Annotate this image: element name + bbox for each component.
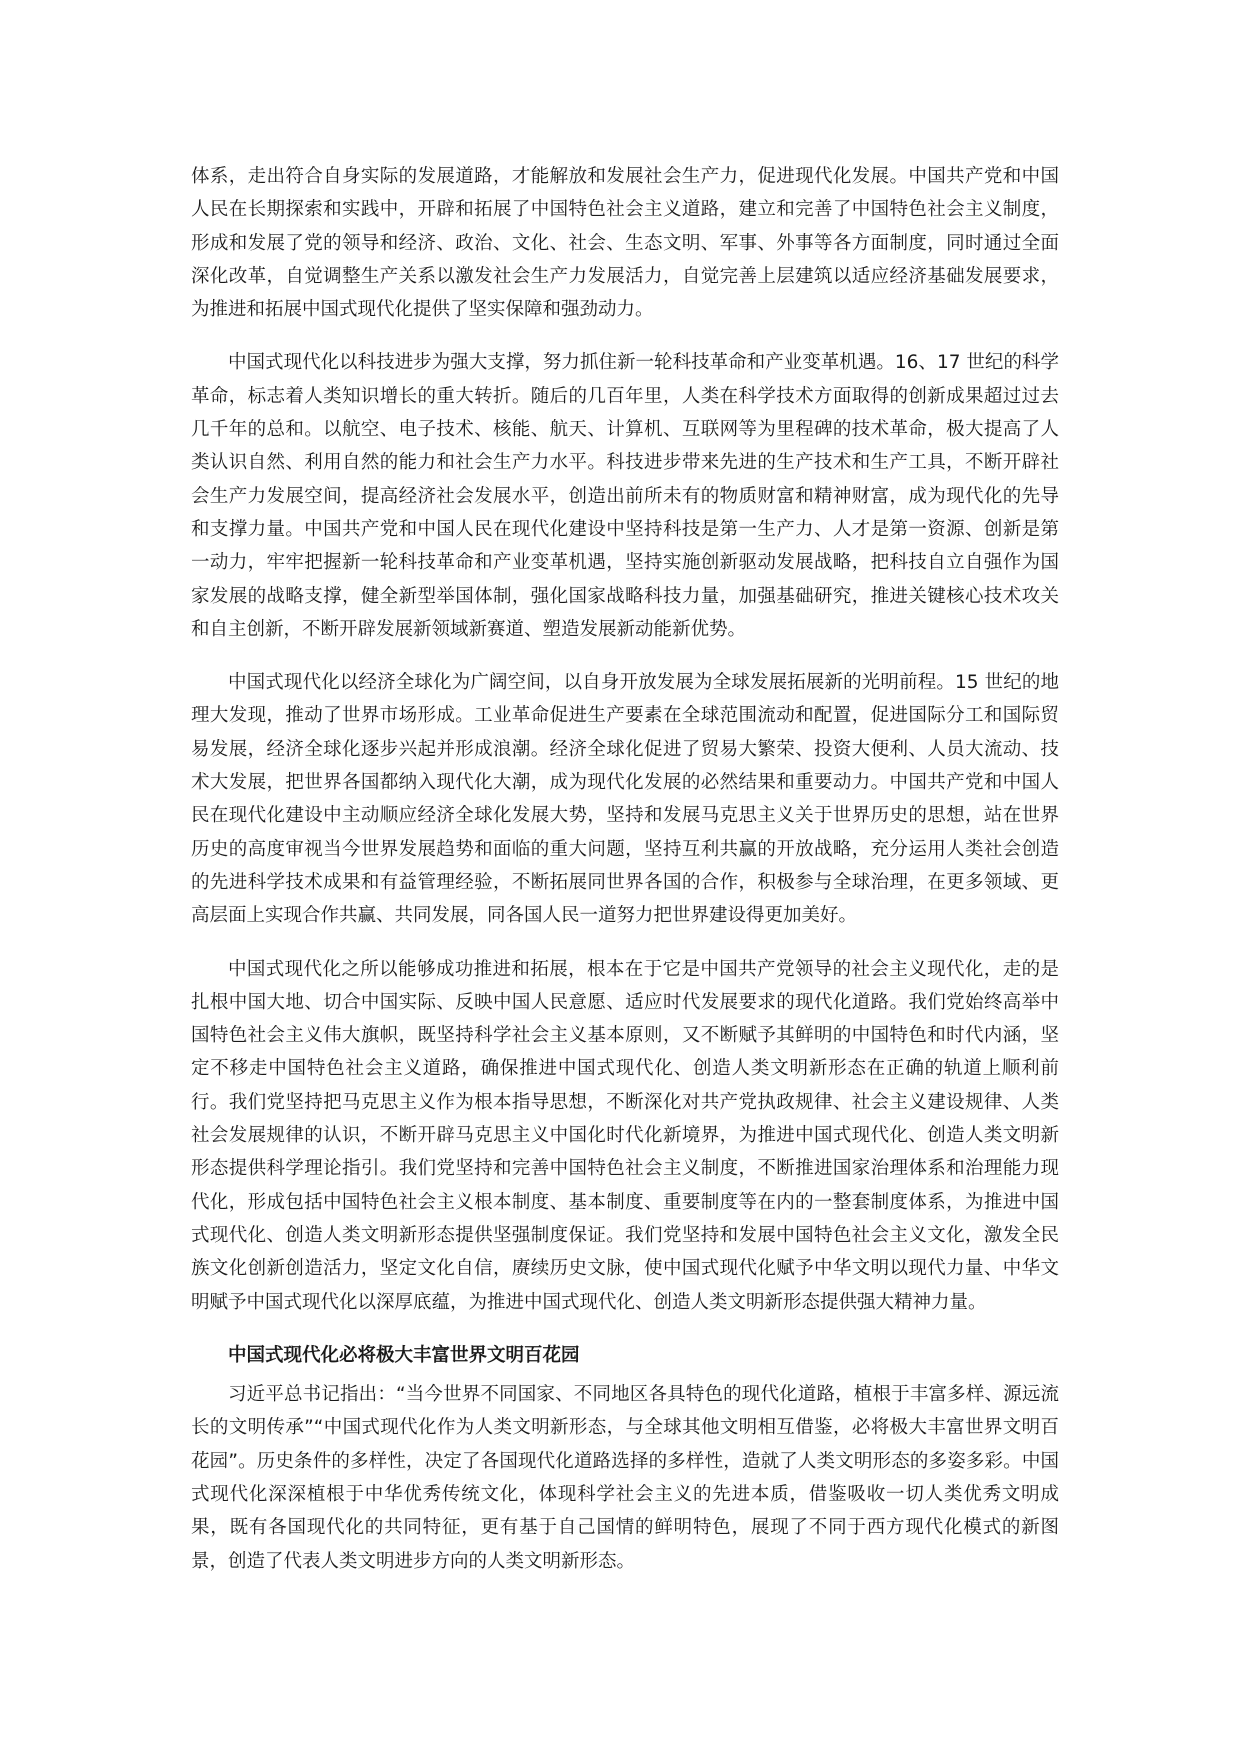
- paragraph-1: 体系，走出符合自身实际的发展道路，才能解放和发展社会生产力，促进现代化发展。中国共产党和中国人民在长期探索和实践中，开辟和拓展了中国特色社会主义道路，建立和完善了中国特色社会主义制度，形成和发展了党的领导和经济、政治、文化、社会、生态文明、军事、外事等各方面制度，同时通过全面深化改革，自觉调整生产关系以激发社会生产力发展活力，自觉完善上层建筑以适应经济基础发展要求，为推进和拓展中国式现代化提供了坚实保障和强劲动力。: [191, 166, 1059, 321]
- paragraph-4: 中国式现代化之所以能够成功推进和拓展，根本在于它是中国共产党领导的社会主义现代化，走的是扎根中国大地、切合中国实际、反映中国人民意愿、适应时代发展要求的现代化道路。我们党始终高举中国特色社会主义伟大旗帜，既坚持科学社会主义基本原则，又不断赋予其鲜明的中国特色和时代内涵，坚定不移走中国特色社会主义道路，确保推进中国式现代化、创造人类文明新形态在正确的轨道上顺利前行。我们党坚持把马克思主义作为根本指导思想，不断深化对共产党执政规律、社会主义建设规律、人类社会发展规律的认识，不断开辟马克思主义中国化时代化新境界，为推进中国式现代化、创造人类文明新形态提供科学理论指引。我们党坚持和完善中国特色社会主义制度，不断推进国家治理体系和治理能力现代化，形成包括中国特色社会主义根本制度、基本制度、重要制度等在内的一整套制度体系，为推进中国式现代化、创造人类文明新形态提供坚强制度保证。我们党坚持和发展中国特色社会主义文化，激发全民族文化创新创造活力，坚定文化自信，赓续历史文脉，使中国式现代化赋予中华文明以现代力量、中华文明赋予中国式现代化以深厚底蕴，为推进中国式现代化、创造人类文明新形态提供强大精神力量。: [191, 958, 1059, 1313]
- document-page: [191, 160, 1059, 1598]
- section-heading: 中国式现代化必将极大丰富世界文明百花园: [228, 1344, 580, 1366]
- paragraph-3: 中国式现代化以经济全球化为广阔空间，以自身开放发展为全球发展拓展新的光明前程。15 世纪的地理大发现，推动了世界市场形成。工业革命促进生产要素在全球范围流动和配置，促进国际分工和国际贸易发展，经济全球化逐步兴起并形成浪潮。经济全球化促进了贸易大繁荣、投资大便利、人员大流动、技术大发展，把世界各国都纳入现代化大潮，成为现代化发展的必然结果和重要动力。中国共产党和中国人民在现代化建设中主动顺应经济全球化发展大势，坚持和发展马克思主义关于世界历史的思想，站在世界历史的高度审视当今世界发展趋势和面临的重大问题，坚持互利共赢的开放战略，充分运用人类社会创造的先进科学技术成果和有益管理经验，不断拓展同世界各国的合作，积极参与全球治理，在更多领域、更高层面上实现合作共赢、共同发展，同各国人民一道努力把世界建设得更加美好。: [191, 672, 1059, 927]
- paragraph-5: 习近平总书记指出：“当今世界不同国家、不同地区各具特色的现代化道路，植根于丰富多样、源远流长的文明传承”“中国式现代化作为人类文明新形态，与全球其他文明相互借鉴，必将极大丰富世界文明百花园”。历史条件的多样性，决定了各国现代化道路选择的多样性，造就了人类文明形态的多姿多彩。中国式现代化深深植根于中华优秀传统文化，体现科学社会主义的先进本质，借鉴吸收一切人类优秀文明成果，既有各国现代化的共同特征，更有基于自己国情的鲜明特色，展现了不同于西方现代化模式的新图景，创造了代表人类文明进步方向的人类文明新形态。: [191, 1384, 1059, 1572]
- paragraph-2: 中国式现代化以科技进步为强大支撑，努力抓住新一轮科技革命和产业变革机遇。16、17 世纪的科学革命，标志着人类知识增长的重大转折。随后的几百年里，人类在科学技术方面取得的创新成果超过过去几千年的总和。以航空、电子技术、核能、航天、计算机、互联网等为里程碑的技术革命，极大提高了人类认识自然、利用自然的能力和社会生产力水平。科技进步带来先进的生产技术和生产工具，不断开辟社会生产力发展空间，提高经济社会发展水平，创造出前所未有的物质财富和精神财富，成为现代化的先导和支撑力量。中国共产党和中国人民在现代化建设中坚持科技是第一生产力、人才是第一资源、创新是第一动力，牢牢把握新一轮科技革命和产业变革机遇，坚持实施创新驱动发展战略，把科技自立自强作为国家发展的战略支撑，健全新型举国体制，强化国家战略科技力量，加强基础研究，推进关键核心技术攻关和自主创新，不断开辟发展新领域新赛道、塑造发展新动能新优势。: [191, 352, 1059, 640]
